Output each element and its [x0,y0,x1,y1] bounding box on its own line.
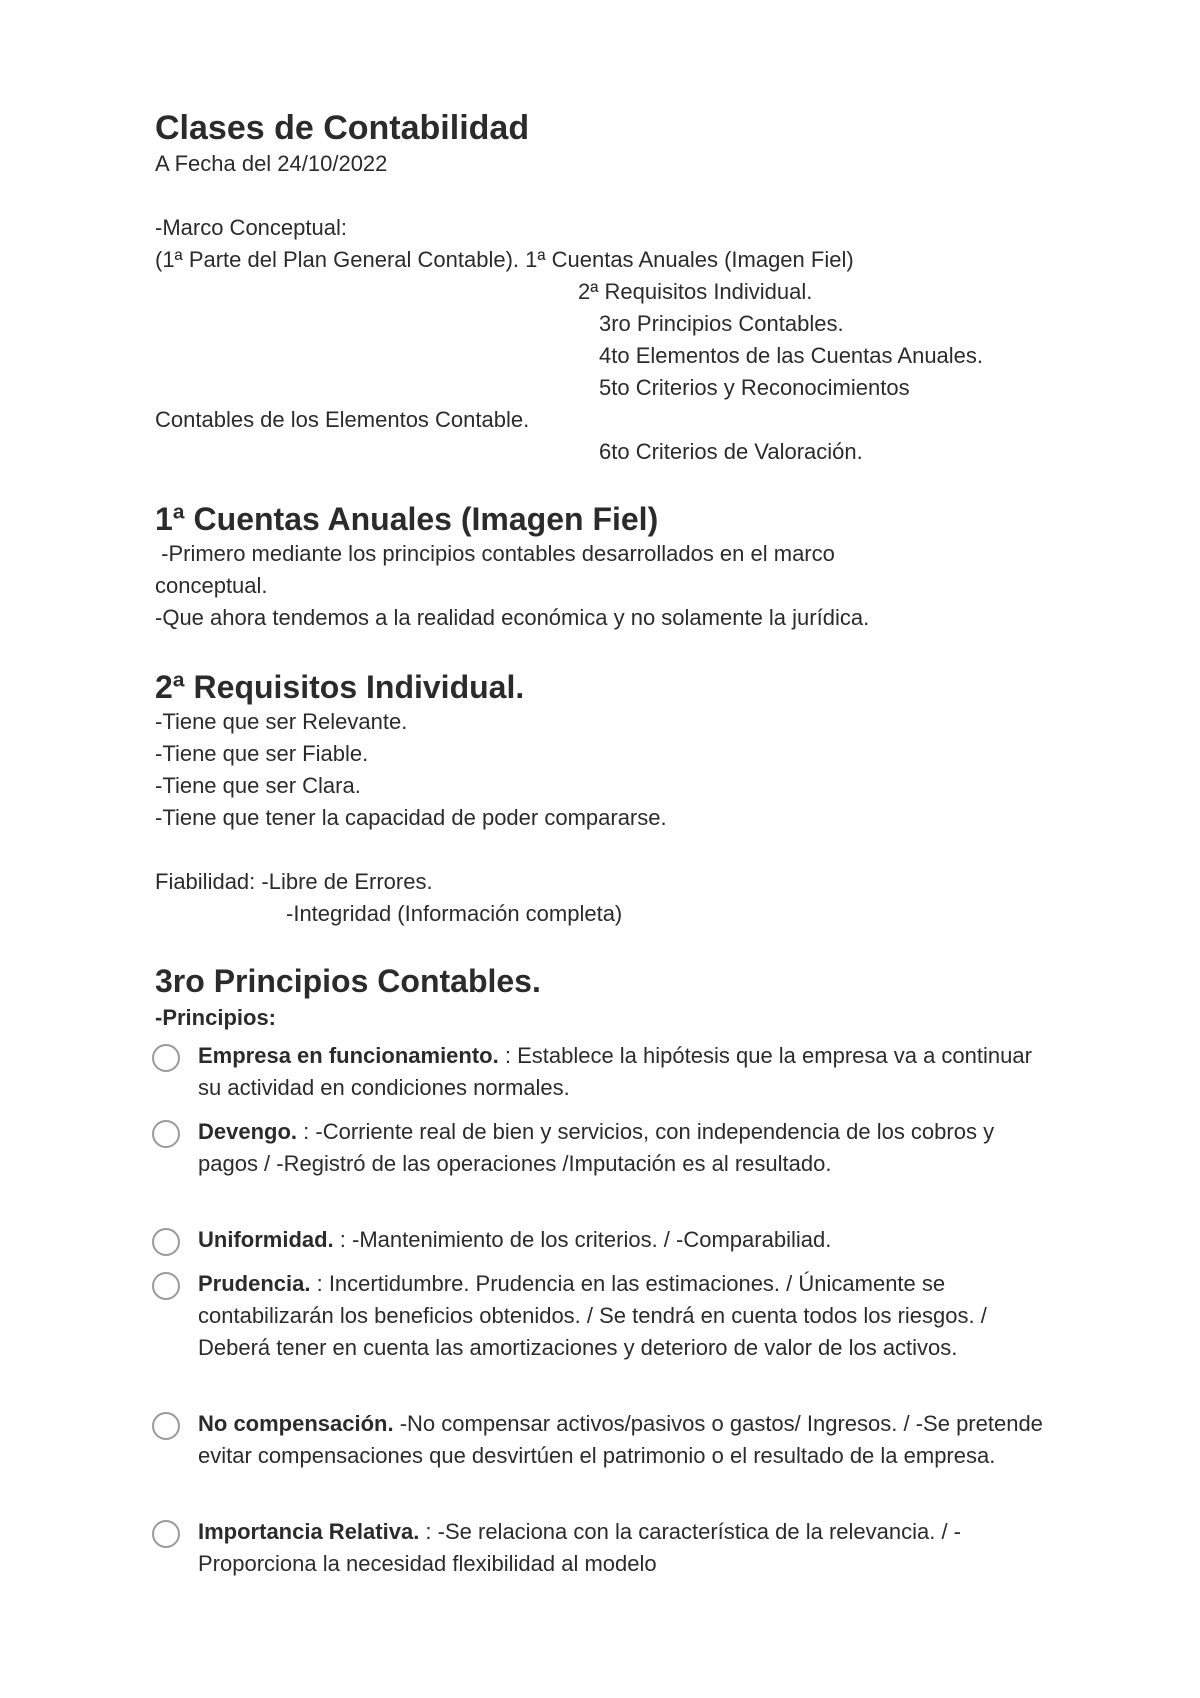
requisitos-heading: 2ª Requisitos Individual. [155,669,525,705]
principio-name: Empresa en funcionamiento. [198,1043,499,1068]
principio-description: : -Corriente real de bien y servicios, con independencia de los cobros y pagos / -Registró de las operaciones /Imputación es al resultado. [198,1119,995,1176]
principio-description: : -Mantenimiento de los criterios. / -Comparabiliad. [333,1227,832,1252]
page-title: Clases de Contabilidad [155,109,530,147]
principio-description: : Incertidumbre. Prudencia en las estimaciones. / Únicamente se contabilizarán los beneficios obtenidos. / Se tendrá en cuenta todos los riesgos. / Deberá tener en cuenta las amortizaciones y deterioro de valor de los activos. [198,1271,987,1360]
principio-description: : -Se relaciona con la característica de la relevancia. / -Proporciona la necesidad flexibilidad al modelo [198,1519,962,1576]
checkbox[interactable] [152,1228,180,1256]
principio-description: : Establece la hipótesis que la empresa va a continuar su actividad en condiciones normales. [198,1043,1032,1100]
requisito-item: -Tiene que tener la capacidad de poder compararse. [155,805,667,830]
cuentas-line-2: conceptual. [155,573,268,598]
principio-name: Importancia Relativa. [198,1519,420,1544]
principio-text [198,1516,1058,1580]
cuentas-heading: 1ª Cuentas Anuales (Imagen Fiel) [155,501,659,537]
checkbox[interactable] [152,1044,180,1072]
date-line: A Fecha del 24/10/2022 [155,151,388,176]
checkbox[interactable] [152,1272,180,1300]
marco-item-5: 5to Criterios y Reconocimientos [599,375,910,400]
principio-name: No compensación. [198,1411,394,1436]
principio-text [198,1408,1058,1472]
principio-text [198,1040,1058,1104]
principio-text [198,1224,1058,1256]
marco-item-6: 6to Criterios de Valoración. [599,439,863,464]
cuentas-line-3: -Que ahora tendemos a la realidad económica y no solamente la jurídica. [155,605,870,630]
marco-intro: (1ª Parte del Plan General Contable). 1ª Cuentas Anuales (Imagen Fiel) [155,247,854,272]
principio-name: Devengo. [198,1119,298,1144]
fiabilidad-line-2: -Integridad (Información completa) [286,901,623,926]
marco-heading: -Marco Conceptual: [155,215,347,240]
requisito-item: -Tiene que ser Clara. [155,773,361,798]
checkbox[interactable] [152,1412,180,1440]
principio-text [198,1116,1058,1180]
principio-name: Uniformidad. [198,1227,334,1252]
principios-heading: 3ro Principios Contables. [155,963,541,999]
checkbox[interactable] [152,1520,180,1548]
fiabilidad-line-1: Fiabilidad: -Libre de Errores. [155,869,433,894]
principio-description: -No compensar activos/pasivos o gastos/ Ingresos. / -Se pretende evitar compensaciones que desvirtúen el patrimonio o el resultado de la empresa. [198,1411,1043,1468]
marco-item-5-cont: Contables de los Elementos Contable. [155,407,530,432]
principios-subheading: -Principios: [155,1005,277,1030]
marco-item-2: 2ª Requisitos Individual. [578,279,813,304]
cuentas-line-1: -Primero mediante los principios contables desarrollados en el marco [155,541,835,566]
principio-text [198,1268,1058,1364]
marco-item-4: 4to Elementos de las Cuentas Anuales. [599,343,984,368]
marco-item-3: 3ro Principios Contables. [599,311,844,336]
requisito-item: -Tiene que ser Fiable. [155,741,369,766]
checkbox[interactable] [152,1120,180,1148]
requisito-item: -Tiene que ser Relevante. [155,709,408,734]
principio-name: Prudencia. [198,1271,311,1296]
